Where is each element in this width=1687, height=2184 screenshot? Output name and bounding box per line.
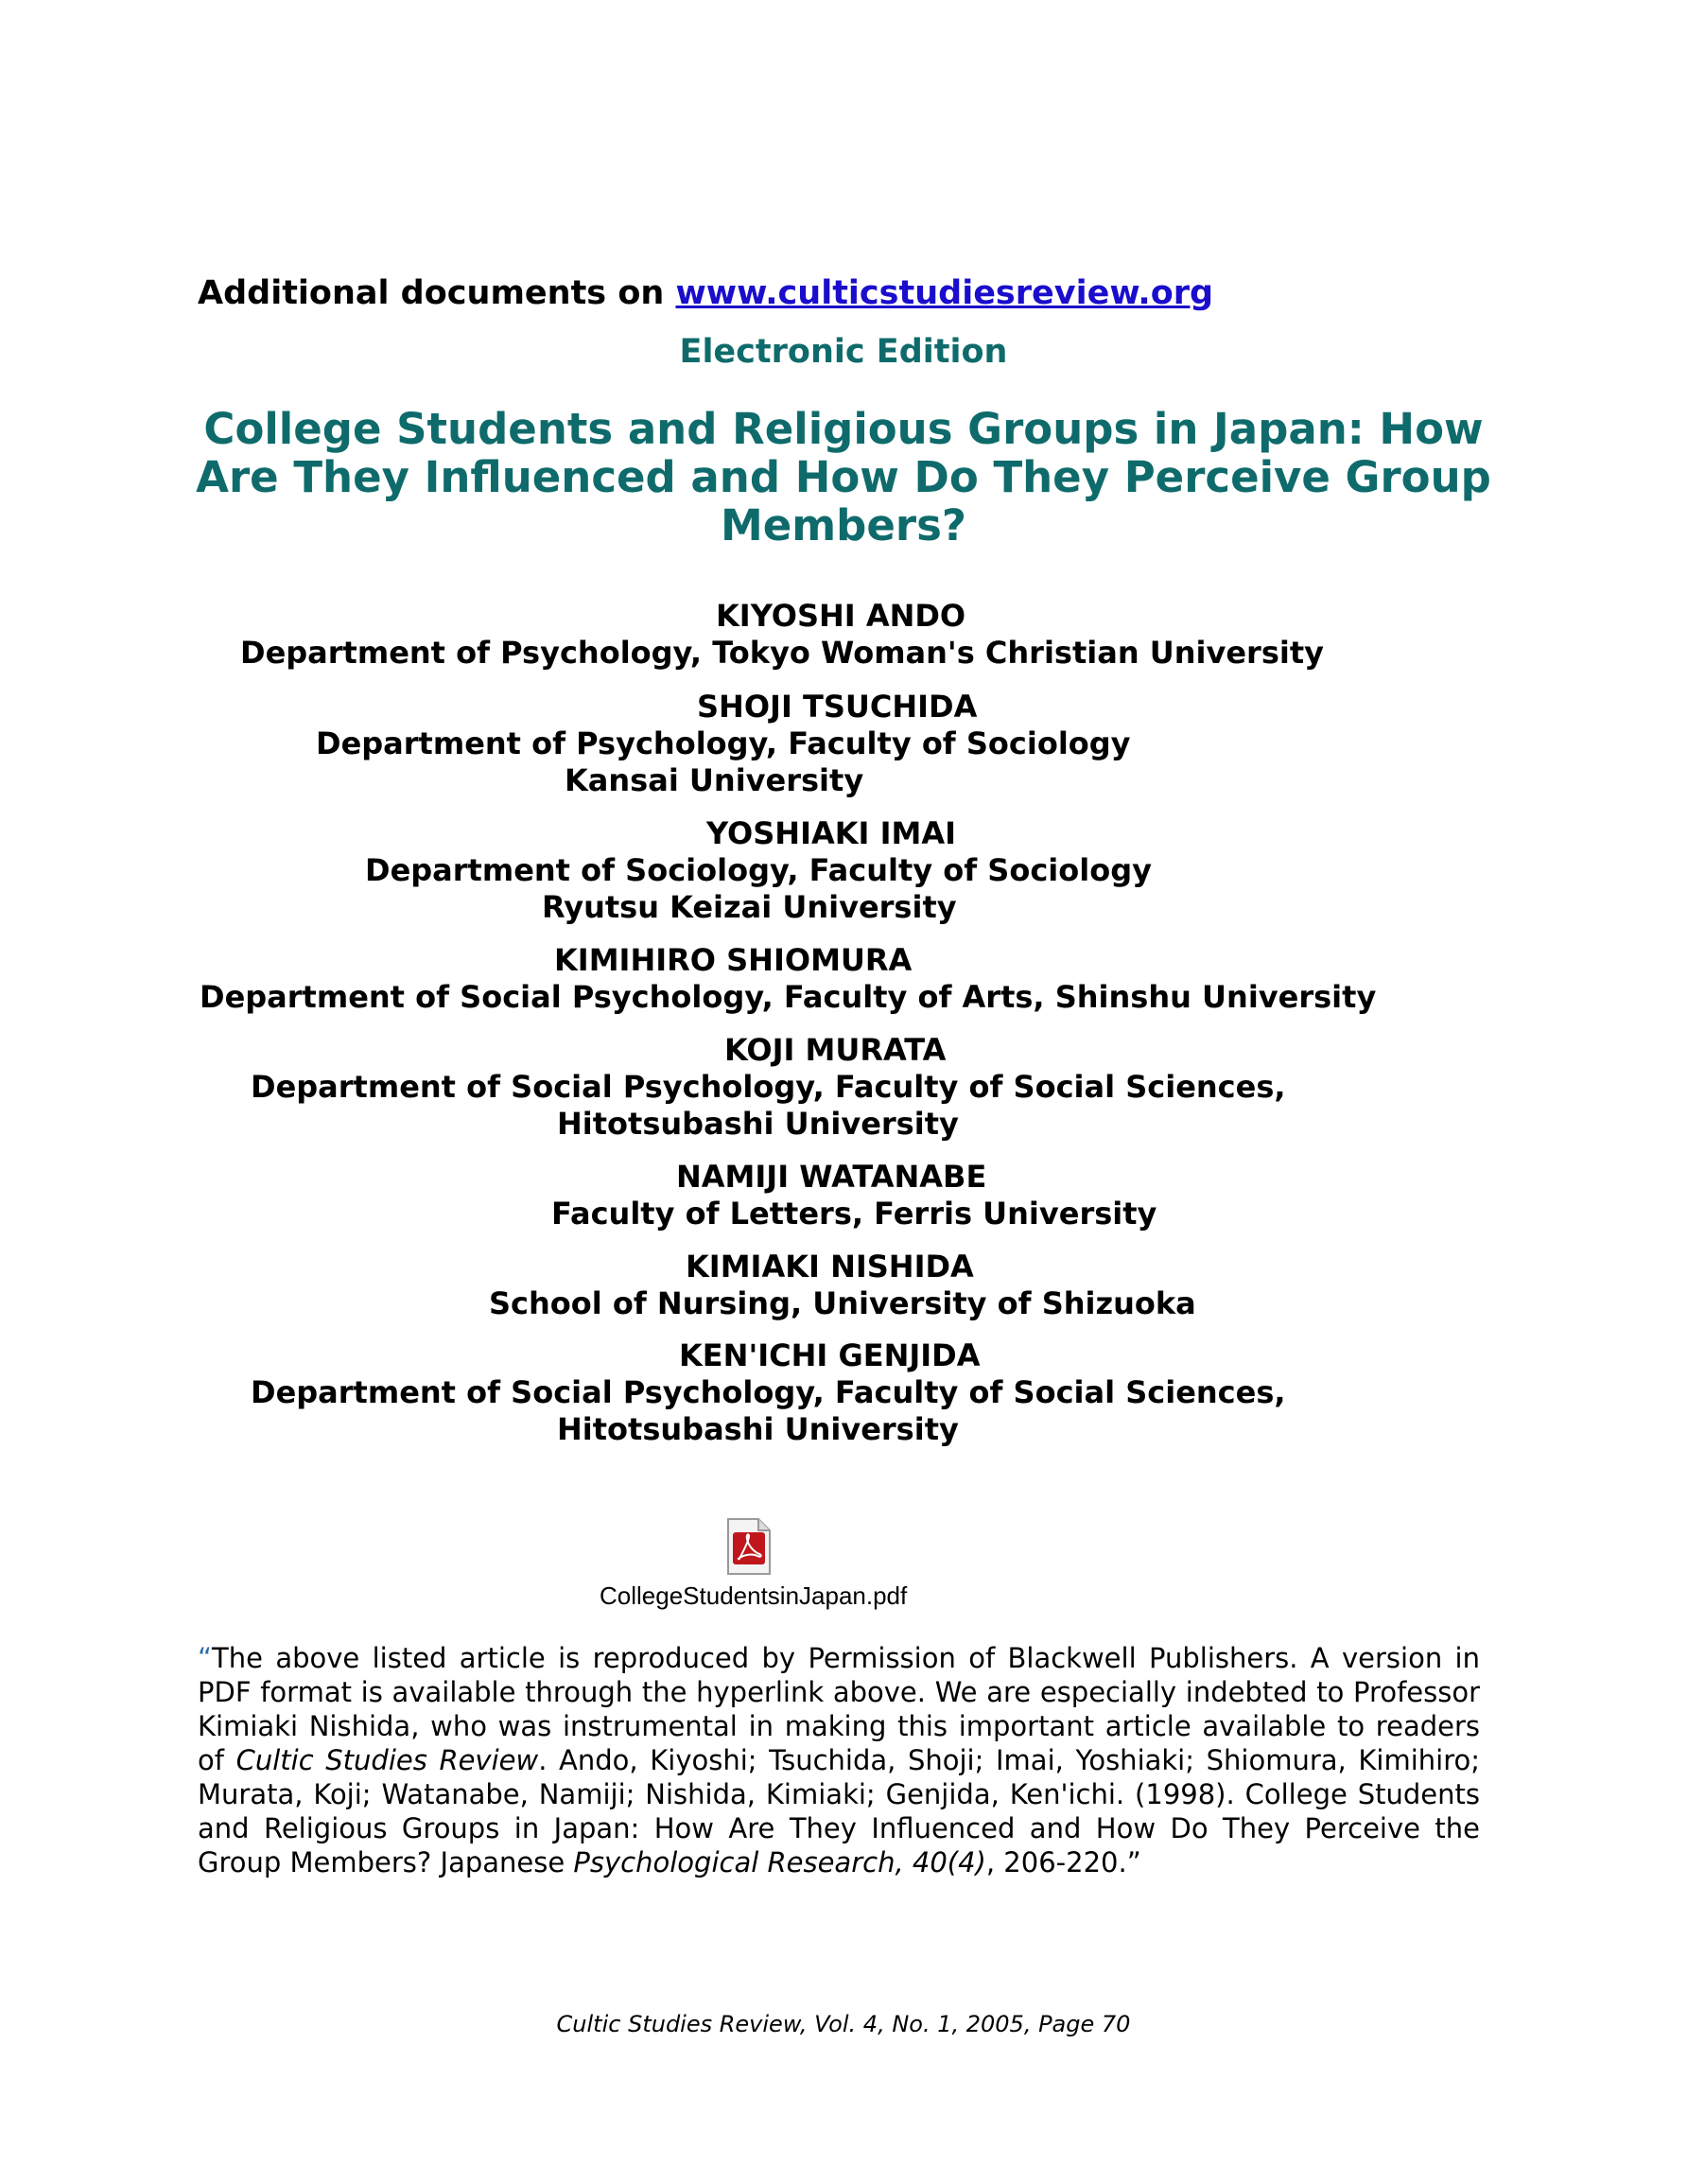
journal-name: Cultic Studies Review [235, 1744, 539, 1776]
open-quote: “ [198, 1642, 213, 1674]
website-link[interactable]: www.culticstudiesreview.org [675, 274, 1214, 312]
author-affiliation: Department of Social Psychology, Faculty of Social Sciences, [251, 1069, 1286, 1105]
author-affiliation: Hitotsubashi University [557, 1411, 959, 1447]
header-prefix: Additional documents on [198, 274, 665, 312]
author-name: KIMIAKI NISHIDA [686, 1249, 974, 1284]
author-name: KOJI MURATA [724, 1032, 947, 1068]
author-name: KIMIHIRO SHIOMURA [554, 942, 913, 978]
source-journal: Psychological Research, 40(4) [573, 1846, 986, 1878]
author-affiliation: Department of Psychology, Faculty of Sociology [316, 725, 1131, 761]
author-affiliation: Kansai University [565, 762, 864, 798]
author-affiliation: Hitotsubashi University [557, 1106, 959, 1142]
author-affiliation: Department of Psychology, Tokyo Woman's Christian University [240, 635, 1324, 671]
pdf-filename[interactable]: CollegeStudentsinJapan.pdf [600, 1581, 908, 1610]
permission-text-1: The above listed article is reproduced by Permission of Blackwell Publishers. A version in PDF format is available through the hyperlink above. We are especially indebted to Professor Kimiaki Nishida, who was instrumental in making this important article available to readers of [198, 1642, 1480, 1776]
header-line [198, 274, 1213, 312]
edition-label: Electronic Edition [679, 333, 1008, 371]
permission-text-2: . Ando, Kiyoshi; Tsuchida, Shoji; Imai, Yoshiaki; Shiomura, Kimihiro; Murata, Koji; Watanabe, Namiji; Nishida, Kimiaki; Genjida, Ken'ichi. (1998). College Students and Religious Groups in Japan: How Are They Influenced and How Do They Perceive the Group Members? Japanese [198, 1744, 1480, 1878]
author-affiliation: Department of Social Psychology, Faculty of Social Sciences, [251, 1374, 1286, 1410]
author-affiliation: Department of Sociology, Faculty of Sociology [365, 852, 1152, 888]
author-name: KIYOSHI ANDO [716, 598, 966, 634]
author-affiliation: Faculty of Letters, Ferris University [551, 1196, 1157, 1232]
author-name: NAMIJI WATANABE [676, 1159, 987, 1195]
author-affiliation: Ryutsu Keizai University [542, 889, 957, 925]
article-title: College Students and Religious Groups in Japan: How Are They Influenced and How Do They Perceive Group Members? [196, 404, 1491, 550]
permission-paragraph [198, 1641, 1480, 1879]
page-footer: Cultic Studies Review, Vol. 4, No. 1, 2005, Page 70 [556, 2011, 1131, 2037]
pdf-file-icon[interactable] [726, 1517, 772, 1576]
author-name: YOSHIAKI IMAI [706, 815, 956, 851]
author-affiliation: Department of Social Psychology, Faculty of Arts, Shinshu University [200, 979, 1377, 1015]
author-name: KEN'ICHI GENJIDA [679, 1337, 981, 1373]
author-name: SHOJI TSUCHIDA [697, 689, 978, 725]
author-affiliation: School of Nursing, University of Shizuoka [489, 1285, 1196, 1321]
permission-text-3: , 206-220.” [985, 1846, 1141, 1878]
